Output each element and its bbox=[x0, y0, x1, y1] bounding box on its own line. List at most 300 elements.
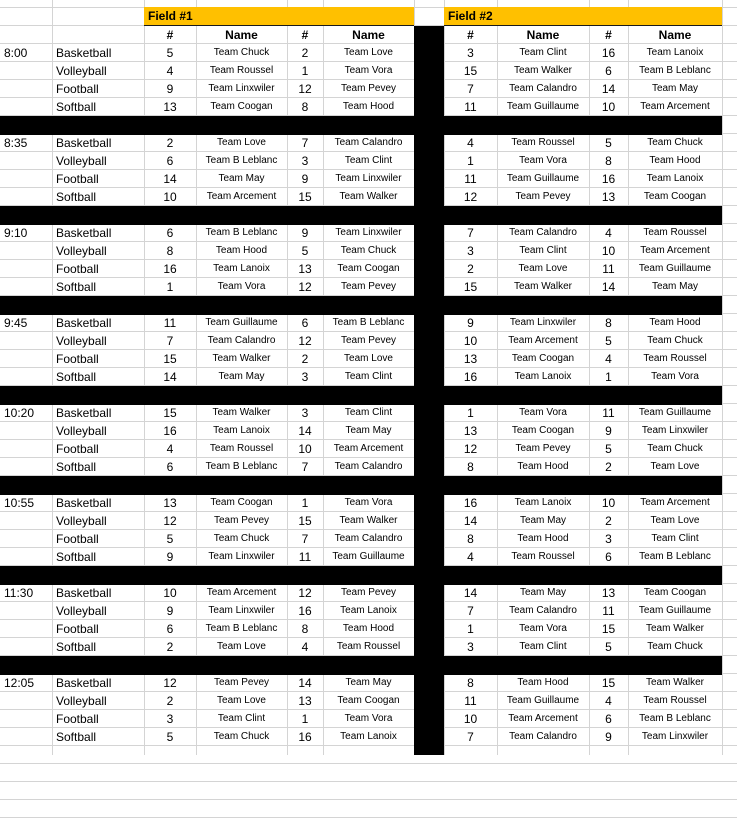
team-name[interactable]: Team Pevey bbox=[213, 677, 270, 688]
team-name[interactable]: Team Hood bbox=[342, 623, 395, 634]
team-name[interactable]: Team B Leblanc bbox=[205, 623, 278, 634]
team-name[interactable]: Team Lanoix bbox=[514, 497, 572, 508]
team-name[interactable]: Team Pevey bbox=[213, 515, 270, 526]
team-name[interactable]: Team Chuck bbox=[213, 533, 270, 544]
team-number[interactable]: 1 bbox=[301, 64, 309, 78]
team-name[interactable]: Team Lanoix bbox=[340, 605, 397, 616]
team-name[interactable]: Team Walker bbox=[212, 407, 271, 418]
sport-label[interactable]: Basketball bbox=[56, 136, 112, 150]
team-number[interactable]: 11 bbox=[602, 406, 615, 420]
team-name[interactable]: Team Roussel bbox=[209, 443, 274, 454]
team-number[interactable]: 7 bbox=[301, 460, 309, 474]
team-name[interactable]: Team Arcement bbox=[508, 335, 578, 346]
team-number[interactable]: 4 bbox=[467, 550, 474, 564]
team-number[interactable]: 7 bbox=[467, 730, 474, 744]
team-number[interactable]: 8 bbox=[467, 676, 474, 690]
team-name[interactable]: Team Roussel bbox=[209, 65, 274, 76]
team-number[interactable]: 3 bbox=[467, 244, 474, 258]
team-number[interactable]: 10 bbox=[163, 190, 177, 204]
team-name[interactable]: Team Hood bbox=[649, 317, 701, 328]
team-name[interactable]: Team Arcement bbox=[206, 587, 277, 598]
team-number[interactable]: 11 bbox=[602, 604, 615, 618]
team-name[interactable]: Team Guillaume bbox=[506, 173, 580, 184]
sport-label[interactable]: Softball bbox=[56, 100, 97, 114]
team-number[interactable]: 13 bbox=[298, 262, 312, 276]
time-slot-label[interactable]: 8:00 bbox=[4, 46, 28, 60]
team-number[interactable]: 11 bbox=[464, 100, 477, 114]
team-number[interactable]: 5 bbox=[605, 640, 612, 654]
team-number[interactable]: 10 bbox=[601, 244, 616, 258]
team-number[interactable]: 13 bbox=[601, 190, 616, 204]
column-header-name[interactable]: Name bbox=[526, 28, 560, 42]
team-name[interactable]: Team Calandro bbox=[509, 731, 577, 742]
team-name[interactable]: Team May bbox=[345, 425, 392, 436]
team-name[interactable]: Team Coogan bbox=[511, 425, 575, 436]
team-name[interactable]: Team Linxwiler bbox=[208, 83, 275, 94]
column-header-number[interactable]: # bbox=[301, 28, 309, 42]
team-number[interactable]: 7 bbox=[467, 604, 474, 618]
column-header-name[interactable]: Name bbox=[658, 28, 692, 42]
team-number[interactable]: 8 bbox=[467, 532, 474, 546]
team-number[interactable]: 14 bbox=[463, 586, 478, 600]
team-number[interactable]: 15 bbox=[163, 352, 177, 366]
team-number[interactable]: 1 bbox=[301, 496, 309, 510]
team-number[interactable]: 8 bbox=[605, 316, 612, 330]
team-name[interactable]: Team Hood bbox=[517, 677, 569, 688]
team-number[interactable]: 15 bbox=[298, 190, 312, 204]
team-number[interactable]: 4 bbox=[301, 640, 309, 654]
team-number[interactable]: 10 bbox=[463, 712, 478, 726]
team-number[interactable]: 15 bbox=[463, 280, 478, 294]
team-number[interactable]: 9 bbox=[166, 550, 174, 564]
team-number[interactable]: 1 bbox=[467, 154, 474, 168]
team-name[interactable]: Team Linxwiler bbox=[335, 227, 402, 238]
team-name[interactable]: Team Vora bbox=[519, 623, 567, 634]
team-number[interactable]: 8 bbox=[166, 244, 174, 258]
sport-label[interactable]: Softball bbox=[56, 190, 97, 204]
team-number[interactable]: 10 bbox=[601, 496, 616, 510]
sport-label[interactable]: Softball bbox=[56, 370, 97, 384]
team-number[interactable]: 8 bbox=[301, 100, 309, 114]
sport-label[interactable]: Football bbox=[56, 442, 99, 456]
team-name[interactable]: Team May bbox=[345, 677, 392, 688]
team-number[interactable]: 14 bbox=[163, 172, 177, 186]
team-number[interactable]: 16 bbox=[163, 262, 177, 276]
team-name[interactable]: Team B Leblanc bbox=[205, 461, 278, 472]
team-name[interactable]: Team Clint bbox=[217, 713, 266, 724]
sport-label[interactable]: Volleyball bbox=[56, 694, 107, 708]
team-number[interactable]: 11 bbox=[464, 172, 477, 186]
team-name[interactable]: Team Vora bbox=[651, 371, 699, 382]
sport-label[interactable]: Basketball bbox=[56, 406, 112, 420]
sport-label[interactable]: Football bbox=[56, 82, 99, 96]
team-number[interactable]: 12 bbox=[298, 586, 312, 600]
team-number[interactable]: 2 bbox=[301, 46, 309, 60]
team-number[interactable]: 4 bbox=[605, 226, 612, 240]
team-number[interactable]: 1 bbox=[166, 280, 174, 294]
team-name[interactable]: Team May bbox=[651, 83, 699, 94]
sport-label[interactable]: Volleyball bbox=[56, 514, 107, 528]
team-number[interactable]: 15 bbox=[601, 622, 616, 636]
team-number[interactable]: 14 bbox=[601, 82, 616, 96]
team-number[interactable]: 1 bbox=[467, 622, 474, 636]
team-name[interactable]: Team Walker bbox=[514, 65, 572, 76]
team-number[interactable]: 6 bbox=[605, 64, 612, 78]
sport-label[interactable]: Basketball bbox=[56, 676, 112, 690]
team-number[interactable]: 15 bbox=[298, 514, 312, 528]
team-name[interactable]: Team Love bbox=[650, 515, 700, 526]
team-number[interactable]: 16 bbox=[463, 370, 478, 384]
team-number[interactable]: 9 bbox=[166, 82, 174, 96]
team-name[interactable]: Team Walker bbox=[212, 353, 271, 364]
sport-label[interactable]: Volleyball bbox=[56, 604, 107, 618]
team-name[interactable]: Team Clint bbox=[344, 155, 393, 166]
team-name[interactable]: Team Linxwiler bbox=[509, 317, 577, 328]
team-number[interactable]: 2 bbox=[467, 262, 474, 276]
team-name[interactable]: Team Roussel bbox=[336, 641, 401, 652]
team-name[interactable]: Team Hood bbox=[215, 245, 268, 256]
team-name[interactable]: Team May bbox=[519, 587, 567, 598]
team-number[interactable]: 14 bbox=[601, 280, 616, 294]
sport-label[interactable]: Football bbox=[56, 532, 99, 546]
team-number[interactable]: 5 bbox=[166, 730, 174, 744]
team-number[interactable]: 9 bbox=[301, 226, 309, 240]
team-name[interactable]: Team Chuck bbox=[340, 245, 397, 256]
team-name[interactable]: Team Hood bbox=[517, 533, 569, 544]
team-name[interactable]: Team Calandro bbox=[207, 335, 276, 346]
team-name[interactable]: Team B Leblanc bbox=[639, 551, 711, 562]
team-name[interactable]: Team Pevey bbox=[340, 83, 397, 94]
sport-label[interactable]: Football bbox=[56, 262, 99, 276]
team-number[interactable]: 7 bbox=[467, 82, 474, 96]
team-name[interactable]: Team Love bbox=[344, 47, 393, 58]
sport-label[interactable]: Softball bbox=[56, 280, 97, 294]
team-number[interactable]: 4 bbox=[605, 694, 612, 708]
team-name[interactable]: Team Chuck bbox=[213, 731, 270, 742]
team-number[interactable]: 16 bbox=[163, 424, 177, 438]
team-name[interactable]: Team Vora bbox=[344, 713, 393, 724]
time-slot-label[interactable]: 9:10 bbox=[4, 226, 28, 240]
team-name[interactable]: Team Roussel bbox=[643, 353, 707, 364]
team-number[interactable]: 3 bbox=[467, 640, 474, 654]
team-number[interactable]: 2 bbox=[166, 136, 174, 150]
team-number[interactable]: 16 bbox=[601, 46, 616, 60]
time-slot-label[interactable]: 10:20 bbox=[4, 406, 35, 420]
field-2-header[interactable]: Field #2 bbox=[444, 7, 722, 26]
team-name[interactable]: Team Pevey bbox=[515, 191, 571, 202]
team-name[interactable]: Team Arcement bbox=[640, 497, 710, 508]
sport-label[interactable]: Football bbox=[56, 712, 99, 726]
team-name[interactable]: Team Hood bbox=[342, 101, 395, 112]
team-number[interactable]: 16 bbox=[298, 730, 312, 744]
team-name[interactable]: Team B Leblanc bbox=[639, 713, 711, 724]
team-number[interactable]: 6 bbox=[166, 460, 174, 474]
team-number[interactable]: 10 bbox=[463, 334, 478, 348]
team-name[interactable]: Team B Leblanc bbox=[205, 227, 278, 238]
team-number[interactable]: 3 bbox=[467, 46, 474, 60]
team-name[interactable]: Team Guillaume bbox=[205, 317, 278, 328]
team-name[interactable]: Team Coogan bbox=[210, 101, 273, 112]
team-name[interactable]: Team Chuck bbox=[647, 137, 703, 148]
team-number[interactable]: 2 bbox=[301, 352, 309, 366]
team-number[interactable]: 7 bbox=[301, 532, 309, 546]
team-number[interactable]: 13 bbox=[163, 496, 177, 510]
team-name[interactable]: Team May bbox=[218, 371, 265, 382]
team-number[interactable]: 8 bbox=[301, 622, 309, 636]
team-name[interactable]: Team Pevey bbox=[515, 443, 571, 454]
team-name[interactable]: Team Lanoix bbox=[213, 425, 270, 436]
sport-label[interactable]: Basketball bbox=[56, 46, 112, 60]
team-number[interactable]: 11 bbox=[464, 694, 477, 708]
team-name[interactable]: Team Arcement bbox=[640, 101, 710, 112]
team-number[interactable]: 16 bbox=[601, 172, 616, 186]
column-header-number[interactable]: # bbox=[166, 28, 174, 42]
team-name[interactable]: Team May bbox=[651, 281, 699, 292]
team-name[interactable]: Team Chuck bbox=[647, 443, 703, 454]
team-name[interactable]: Team Chuck bbox=[213, 47, 270, 58]
team-number[interactable]: 4 bbox=[605, 352, 612, 366]
team-name[interactable]: Team Linxwiler bbox=[641, 731, 709, 742]
column-header-number[interactable]: # bbox=[467, 28, 474, 42]
team-number[interactable]: 2 bbox=[166, 640, 174, 654]
team-number[interactable]: 12 bbox=[298, 334, 312, 348]
team-name[interactable]: Team Pevey bbox=[340, 281, 397, 292]
team-number[interactable]: 6 bbox=[166, 154, 174, 168]
team-number[interactable]: 8 bbox=[467, 460, 474, 474]
team-name[interactable]: Team Roussel bbox=[511, 137, 575, 148]
sport-label[interactable]: Basketball bbox=[56, 586, 112, 600]
sport-label[interactable]: Softball bbox=[56, 460, 97, 474]
team-name[interactable]: Team Arcement bbox=[333, 443, 404, 454]
sport-label[interactable]: Volleyball bbox=[56, 334, 107, 348]
sport-label[interactable]: Softball bbox=[56, 640, 97, 654]
team-number[interactable]: 13 bbox=[163, 100, 177, 114]
team-name[interactable]: Team Coogan bbox=[643, 191, 707, 202]
team-name[interactable]: Team Hood bbox=[649, 155, 701, 166]
team-name[interactable]: Team Roussel bbox=[643, 227, 707, 238]
team-number[interactable]: 11 bbox=[602, 262, 615, 276]
team-name[interactable]: Team Love bbox=[217, 695, 266, 706]
team-name[interactable]: Team Lanoix bbox=[646, 173, 704, 184]
team-name[interactable]: Team B Leblanc bbox=[205, 155, 278, 166]
team-name[interactable]: Team Vora bbox=[519, 155, 567, 166]
team-number[interactable]: 6 bbox=[605, 550, 612, 564]
team-number[interactable]: 8 bbox=[605, 154, 612, 168]
team-number[interactable]: 15 bbox=[163, 406, 177, 420]
team-number[interactable]: 6 bbox=[166, 226, 174, 240]
sport-label[interactable]: Football bbox=[56, 172, 99, 186]
team-name[interactable]: Team Chuck bbox=[647, 641, 703, 652]
team-name[interactable]: Team Pevey bbox=[340, 335, 397, 346]
team-name[interactable]: Team Love bbox=[518, 263, 568, 274]
team-name[interactable]: Team Clint bbox=[519, 641, 567, 652]
column-header-name[interactable]: Name bbox=[225, 28, 258, 42]
team-name[interactable]: Team Love bbox=[217, 137, 266, 148]
team-number[interactable]: 2 bbox=[605, 460, 612, 474]
team-number[interactable]: 3 bbox=[301, 154, 309, 168]
team-name[interactable]: Team Walker bbox=[646, 677, 704, 688]
team-number[interactable]: 15 bbox=[463, 64, 478, 78]
sport-label[interactable]: Volleyball bbox=[56, 424, 107, 438]
team-name[interactable]: Team Vora bbox=[519, 407, 567, 418]
team-name[interactable]: Team Vora bbox=[344, 497, 393, 508]
team-name[interactable]: Team Coogan bbox=[643, 587, 707, 598]
team-name[interactable]: Team Clint bbox=[651, 533, 699, 544]
team-number[interactable]: 12 bbox=[298, 280, 312, 294]
team-number[interactable]: 10 bbox=[298, 442, 312, 456]
team-number[interactable]: 6 bbox=[166, 622, 174, 636]
team-name[interactable]: Team May bbox=[519, 515, 567, 526]
team-number[interactable]: 2 bbox=[166, 694, 174, 708]
team-number[interactable]: 4 bbox=[166, 64, 174, 78]
time-slot-label[interactable]: 12:05 bbox=[4, 676, 35, 690]
team-name[interactable]: Team Love bbox=[344, 353, 393, 364]
time-slot-label[interactable]: 10:55 bbox=[4, 496, 35, 510]
time-slot-label[interactable]: 11:30 bbox=[4, 586, 34, 600]
team-name[interactable]: Team Chuck bbox=[647, 335, 703, 346]
team-name[interactable]: Team Coogan bbox=[337, 263, 400, 274]
team-number[interactable]: 5 bbox=[605, 442, 612, 456]
team-name[interactable]: Team Guillaume bbox=[638, 407, 712, 418]
sport-label[interactable]: Softball bbox=[56, 550, 97, 564]
team-name[interactable]: Team Linxwiler bbox=[641, 425, 709, 436]
team-name[interactable]: Team Vora bbox=[217, 281, 266, 292]
team-number[interactable]: 14 bbox=[298, 424, 312, 438]
team-number[interactable]: 6 bbox=[605, 712, 612, 726]
team-number[interactable]: 13 bbox=[463, 352, 478, 366]
team-name[interactable]: Team Calandro bbox=[509, 83, 577, 94]
team-number[interactable]: 5 bbox=[166, 46, 174, 60]
team-name[interactable]: Team Guillaume bbox=[638, 605, 712, 616]
team-name[interactable]: Team Calandro bbox=[509, 605, 577, 616]
team-name[interactable]: Team Clint bbox=[519, 245, 567, 256]
team-number[interactable]: 13 bbox=[463, 424, 478, 438]
sport-label[interactable]: Football bbox=[56, 622, 99, 636]
team-number[interactable]: 12 bbox=[463, 190, 478, 204]
team-number[interactable]: 9 bbox=[301, 172, 309, 186]
team-number[interactable]: 2 bbox=[605, 514, 612, 528]
team-name[interactable]: Team Clint bbox=[519, 47, 567, 58]
column-header-name[interactable]: Name bbox=[352, 28, 385, 42]
team-number[interactable]: 13 bbox=[298, 694, 312, 708]
column-header-number[interactable]: # bbox=[605, 28, 612, 42]
team-number[interactable]: 5 bbox=[605, 334, 612, 348]
time-slot-label[interactable]: 8:35 bbox=[4, 136, 28, 150]
sport-label[interactable]: Volleyball bbox=[56, 64, 107, 78]
team-number[interactable]: 10 bbox=[601, 100, 616, 114]
team-number[interactable]: 4 bbox=[467, 136, 474, 150]
team-number[interactable]: 9 bbox=[605, 424, 612, 438]
team-name[interactable]: Team Walker bbox=[514, 281, 572, 292]
team-number[interactable]: 15 bbox=[601, 676, 616, 690]
team-number[interactable]: 7 bbox=[166, 334, 174, 348]
team-name[interactable]: Team Love bbox=[217, 641, 266, 652]
team-name[interactable]: Team Roussel bbox=[511, 551, 575, 562]
team-name[interactable]: Team B Leblanc bbox=[639, 65, 711, 76]
team-number[interactable]: 16 bbox=[298, 604, 312, 618]
team-name[interactable]: Team Lanoix bbox=[340, 731, 397, 742]
sport-label[interactable]: Volleyball bbox=[56, 154, 107, 168]
sport-label[interactable]: Volleyball bbox=[56, 244, 107, 258]
team-name[interactable]: Team May bbox=[218, 173, 265, 184]
team-number[interactable]: 14 bbox=[163, 370, 177, 384]
team-name[interactable]: Team Love bbox=[650, 461, 700, 472]
team-name[interactable]: Team Lanoix bbox=[213, 263, 270, 274]
sport-label[interactable]: Football bbox=[56, 352, 99, 366]
team-name[interactable]: Team Lanoix bbox=[514, 371, 572, 382]
team-number[interactable]: 12 bbox=[163, 676, 177, 690]
team-name[interactable]: Team Calandro bbox=[509, 227, 577, 238]
team-number[interactable]: 9 bbox=[166, 604, 174, 618]
team-number[interactable]: 12 bbox=[163, 514, 177, 528]
sport-label[interactable]: Basketball bbox=[56, 316, 112, 330]
team-name[interactable]: Team Linxwiler bbox=[335, 173, 402, 184]
sport-label[interactable]: Softball bbox=[56, 730, 97, 744]
team-name[interactable]: Team Calandro bbox=[334, 137, 403, 148]
team-name[interactable]: Team Linxwiler bbox=[208, 605, 275, 616]
team-number[interactable]: 9 bbox=[467, 316, 474, 330]
team-number[interactable]: 13 bbox=[601, 586, 616, 600]
team-name[interactable]: Team Walker bbox=[339, 515, 398, 526]
team-number[interactable]: 1 bbox=[467, 406, 474, 420]
team-number[interactable]: 7 bbox=[467, 226, 474, 240]
team-number[interactable]: 12 bbox=[298, 82, 312, 96]
team-number[interactable]: 7 bbox=[301, 136, 309, 150]
team-name[interactable]: Team Guillaume bbox=[638, 263, 712, 274]
team-number[interactable]: 4 bbox=[166, 442, 174, 456]
team-number[interactable]: 14 bbox=[298, 676, 312, 690]
team-number[interactable]: 1 bbox=[605, 370, 612, 384]
team-name[interactable]: Team Calandro bbox=[334, 533, 403, 544]
team-name[interactable]: Team Calandro bbox=[334, 461, 403, 472]
team-number[interactable]: 1 bbox=[301, 712, 309, 726]
team-number[interactable]: 10 bbox=[163, 586, 177, 600]
time-slot-label[interactable]: 9:45 bbox=[4, 316, 28, 330]
team-number[interactable]: 3 bbox=[166, 712, 174, 726]
team-number[interactable]: 3 bbox=[605, 532, 612, 546]
team-number[interactable]: 3 bbox=[301, 406, 309, 420]
team-number[interactable]: 5 bbox=[301, 244, 309, 258]
team-name[interactable]: Team Guillaume bbox=[506, 695, 580, 706]
team-number[interactable]: 6 bbox=[301, 316, 309, 330]
team-number[interactable]: 16 bbox=[463, 496, 478, 510]
team-name[interactable]: Team Coogan bbox=[337, 695, 400, 706]
sport-label[interactable]: Basketball bbox=[56, 226, 112, 240]
team-name[interactable]: Team Walker bbox=[646, 623, 704, 634]
team-name[interactable]: Team Pevey bbox=[340, 587, 397, 598]
team-number[interactable]: 5 bbox=[166, 532, 174, 546]
team-name[interactable]: Team Hood bbox=[517, 461, 569, 472]
team-name[interactable]: Team Lanoix bbox=[646, 47, 704, 58]
team-number[interactable]: 3 bbox=[301, 370, 309, 384]
team-name[interactable]: Team Arcement bbox=[508, 713, 578, 724]
team-name[interactable]: Team Arcement bbox=[206, 191, 277, 202]
team-name[interactable]: Team Roussel bbox=[643, 695, 707, 706]
team-number[interactable]: 9 bbox=[605, 730, 612, 744]
team-name[interactable]: Team Guillaume bbox=[332, 551, 405, 562]
team-number[interactable]: 12 bbox=[463, 442, 478, 456]
team-name[interactable]: Team Walker bbox=[339, 191, 398, 202]
sport-label[interactable]: Basketball bbox=[56, 496, 112, 510]
team-name[interactable]: Team Arcement bbox=[640, 245, 710, 256]
team-name[interactable]: Team Clint bbox=[344, 407, 393, 418]
team-number[interactable]: 11 bbox=[298, 550, 312, 564]
team-name[interactable]: Team Linxwiler bbox=[208, 551, 275, 562]
team-name[interactable]: Team Vora bbox=[344, 65, 393, 76]
team-name[interactable]: Team Coogan bbox=[511, 353, 575, 364]
team-number[interactable]: 5 bbox=[605, 136, 612, 150]
team-number[interactable]: 11 bbox=[163, 316, 177, 330]
